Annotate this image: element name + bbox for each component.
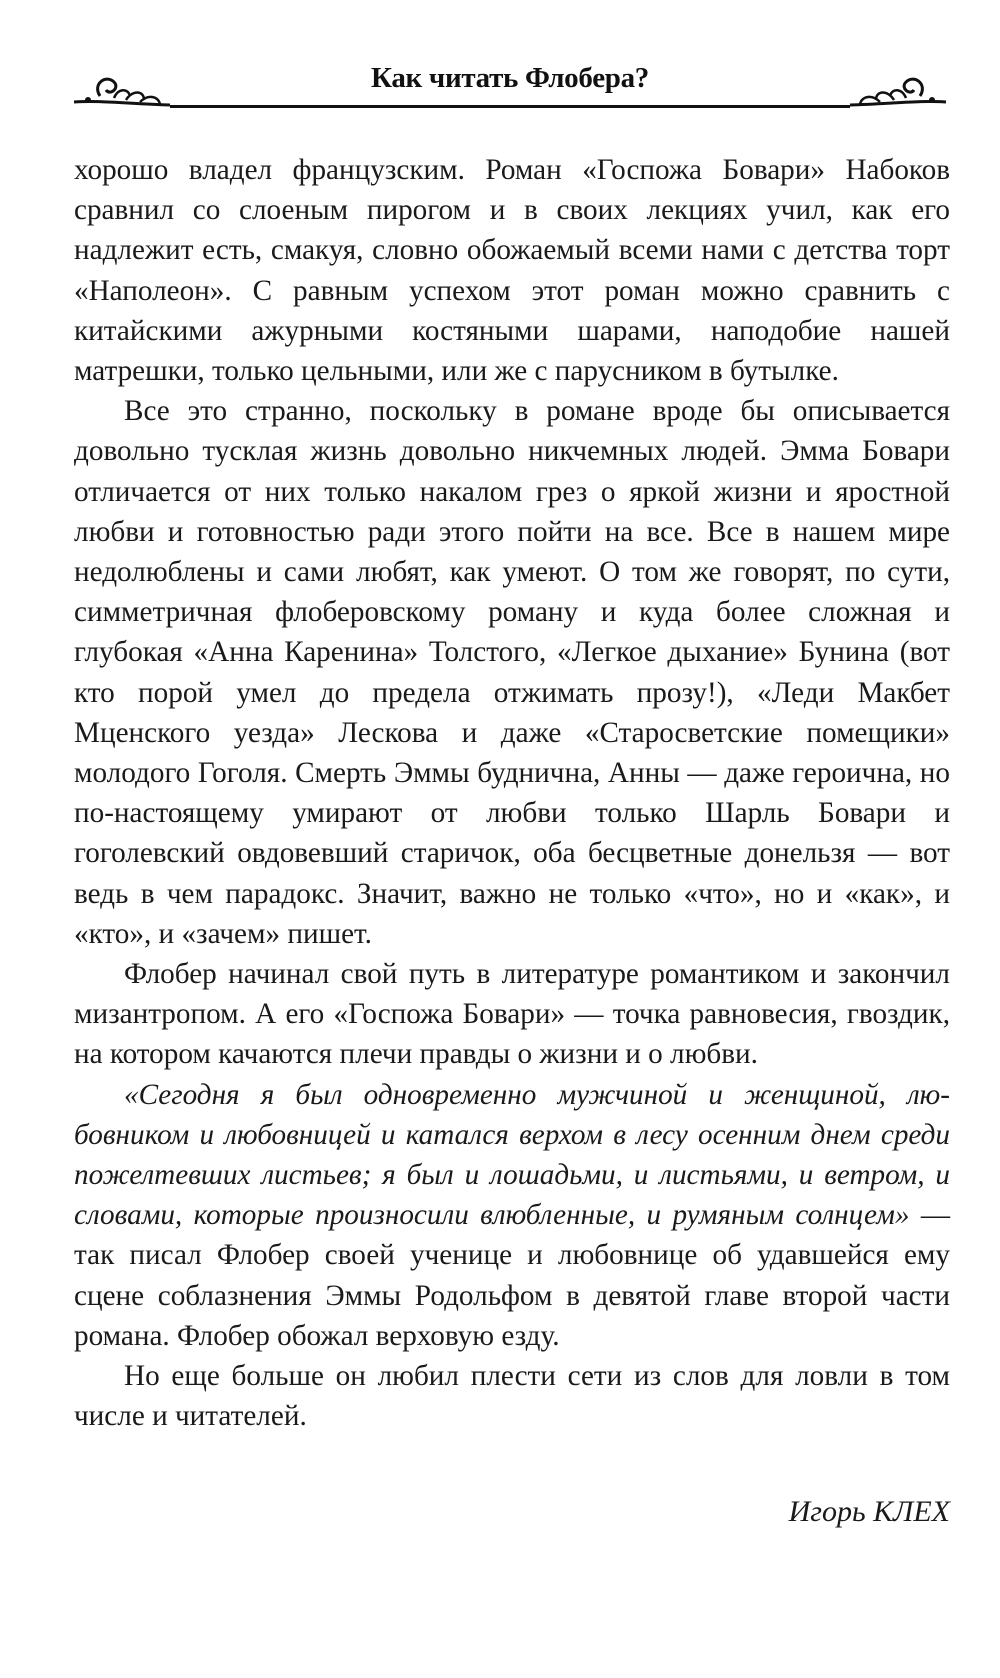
paragraph-2: Все это странно, поскольку в романе вроде бы описывается довольно тусклая жизнь довольно никчемных людей. Эмма Бовари отличается от них только накалом грез о яркой жизни и яростной любви и готовностью ради этого пойти на все. Все в нашем мире недолюблены и сами любят, как умеют. О том же говорят, по сути, симметричная флоберовскому роману и куда более сложная и глубокая «Анна Каренина» Толстого, «Легкое дыхание» Бунина (вот кто порой умел до предела отжимать прозу!), «Леди Макбет Мценского уезда» Лескова и даже «Старосветские помещики» молодого Гоголя. Смерть Эммы буднична, Анны — даже героична, но по-настоящему умирают от любви только Шарль Бовари и гоголевский овдовевший старичок, оба бесцветные донельзя — вот ведь в чем парадокс. Значит, важно не только «что», но и «как», и «кто», и «зачем» пишет. xyxy=(74,395,950,950)
paragraph-5: Но еще больше он любил плести сети из слов для ловли в том числе и читателей. xyxy=(74,1360,950,1433)
paragraph-1: хорошо владел французским. Роман «Госпожа Бовари» Набоков сравнил со слоеным пирогом и в своих лекциях учил, как его надлежит есть, смакуя, словно обожаемый всеми нами с детства торт «Наполеон». С равным успехом этот роман можно сравнить с китайскими ажурными костяными шарами, наподобие нашей матрешки, только цельными, или же с парусником в бутылке. xyxy=(74,154,950,388)
header-rule xyxy=(170,105,850,108)
quote-commentary: — так писал Флобер своей ученице и любовнице об удавшейся ему сцене соблазнения Эммы Родольфом в девятой главе второй части романа. Флобер обожал верховую езду. xyxy=(74,1199,951,1352)
paragraph-3: Флобер начинал свой путь в литературе романтиком и закончил мизантропом. А его «Госпожа Бовари» — точка равновесия, гвоздик, на котором качаются плечи правды о жизни и о любви. xyxy=(74,958,950,1071)
right-flourish-ornament xyxy=(840,66,950,116)
flaubert-quote: «Сегодня я был одновременно мужчиной и женщиной, любовником и любовницей и катался верхом в лесу осенним днем среди пожелтевших листьев; я был и лошадьми, и листьями, и ветром, и словами, которые произносили влюбленные, и румяным солнцем» xyxy=(74,1078,950,1232)
body-text xyxy=(74,150,950,1437)
paragraph-4 xyxy=(74,1075,950,1356)
page-title: Как читать Флобера? xyxy=(371,62,649,94)
author-signature: Игорь КЛЕХ xyxy=(788,1495,950,1528)
running-header xyxy=(70,58,950,114)
